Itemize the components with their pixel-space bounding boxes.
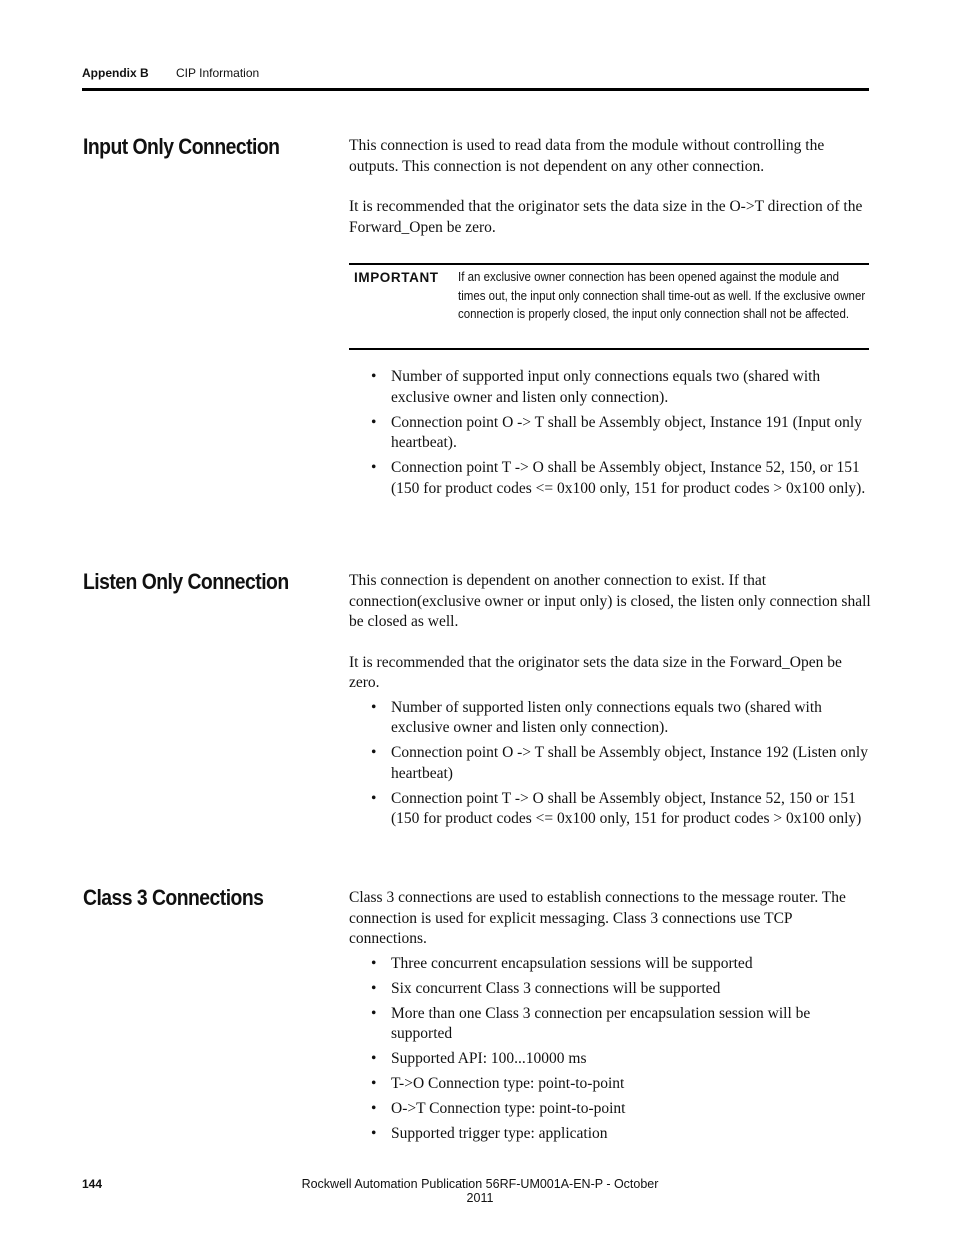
running-header — [82, 66, 259, 80]
list-item: • Connection point O -> T shall be Assembly object, Instance 192 (Listen only heartbeat) — [371, 744, 868, 782]
bullet-icon: • — [371, 413, 377, 431]
section-body-listen-only — [349, 571, 871, 834]
bullet-list-listen-only — [349, 698, 871, 830]
bullet-icon: • — [371, 744, 377, 761]
bullet-list-input-only — [349, 367, 871, 504]
bullet-list-class3 — [349, 954, 871, 1145]
bullet-icon: • — [371, 979, 377, 997]
bullet-icon: • — [371, 954, 377, 972]
important-text: If an exclusive owner connection has been opened against the module and times out, the input only connection shall time-out as well. If the exclusive owner connection is properly closed, the input only connection shall not be affected. — [458, 270, 866, 321]
list-item: • Number of supported listen only connections equals two (shared with exclusive owner and listen only connection). — [371, 698, 822, 736]
appendix-label: Appendix B — [82, 66, 149, 80]
important-label: IMPORTANT — [354, 270, 439, 285]
paragraph: This connection is used to read data from the module without controlling the outputs. This connection is not dependent on any other connection. — [349, 137, 825, 175]
list-item: • O->T Connection type: point-to-point — [349, 1099, 871, 1120]
bullet-icon: • — [371, 789, 377, 807]
bullet-icon: • — [371, 459, 377, 476]
list-item: • Number of supported input only connections equals two (shared with exclusive owner and listen only connection). — [371, 368, 821, 406]
paragraph: It is recommended that the originator sets the data size in the O->T direction of the Forward_Open be zero. — [349, 198, 863, 236]
list-item: • Connection point T -> O shall be Assembly object, Instance 52, 150, or 151 (150 for product codes <= 0x100 only, 151 for product codes > 0x100 only). — [371, 459, 866, 497]
bullet-icon: • — [371, 1050, 377, 1067]
paragraph: Class 3 connections are used to establish connections to the message router. The connection is used for explicit messaging. Class 3 connections use TCP connections. — [349, 889, 846, 947]
section-title-listen-only: Listen Only Connection — [83, 569, 289, 594]
paragraph: This connection is dependent on another connection to exist. If that connection(exclusive owner or input only) is closed, the listen only connection shall be closed as well. — [349, 572, 871, 630]
list-item: • Connection point O -> T shall be Assembly object, Instance 191 (Input only heartbeat). — [371, 413, 862, 451]
list-item: • Three concurrent encapsulation sessions will be supported — [349, 954, 871, 975]
list-item: • Supported API: 100...10000 ms — [349, 1049, 871, 1070]
section-title-class3: Class 3 Connections — [83, 885, 264, 910]
list-item: • More than one Class 3 connection per encapsulation session will be supported — [371, 1004, 811, 1042]
page-number: 144 — [82, 1177, 103, 1191]
paragraph: It is recommended that the originator sets the data size in the Forward_Open be zero. — [349, 653, 842, 691]
section-body-class3 — [349, 888, 871, 1149]
important-note — [349, 263, 869, 350]
chapter-label: CIP Information — [176, 66, 260, 80]
list-item: • Connection point T -> O shall be Assembly object, Instance 52, 150 or 151 (150 for product codes <= 0x100 only, 151 for product codes > 0x100 only) — [371, 789, 862, 827]
header-rule — [82, 88, 869, 91]
bullet-icon: • — [371, 1125, 377, 1142]
bullet-icon: • — [371, 1100, 377, 1117]
bullet-icon: • — [371, 698, 377, 716]
list-item: • Six concurrent Class 3 connections will be supported — [349, 979, 871, 1000]
bullet-icon: • — [371, 1075, 377, 1092]
section-title-input-only: Input Only Connection — [83, 134, 280, 159]
bullet-icon: • — [371, 368, 377, 385]
bullet-icon: • — [371, 1004, 377, 1022]
section-body-input-only — [349, 136, 871, 238]
list-item: • Supported trigger type: application — [349, 1124, 871, 1145]
publication-footer: Rockwell Automation Publication 56RF-UM001A-EN-P - October 2011 — [301, 1177, 659, 1205]
list-item: • T->O Connection type: point-to-point — [349, 1074, 871, 1095]
